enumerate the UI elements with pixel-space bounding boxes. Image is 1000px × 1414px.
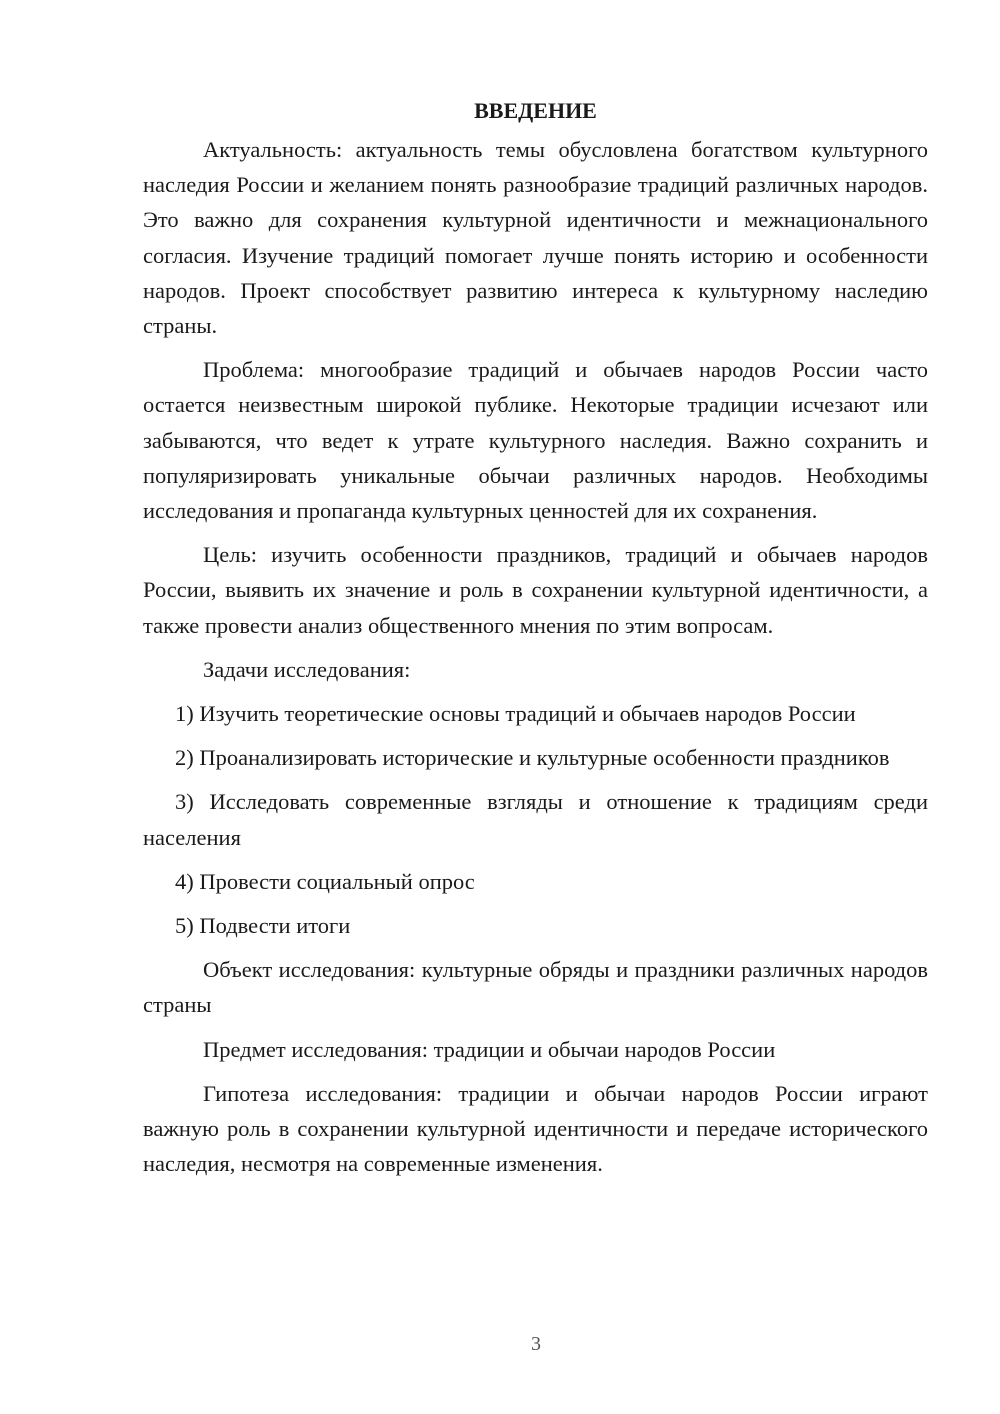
tasks-heading: Задачи исследования:	[203, 656, 411, 682]
task-item: 1) Изучить теоретические основы традиций и обычаев народов России	[175, 701, 856, 727]
goal-paragraph: Цель: изучить особенности праздников, традиций и обычаев народов России, выявить их значение и роль в сохранении культурной идентичности, а также провести анализ общественного мнения по этим вопросам.	[143, 542, 928, 638]
hypothesis-paragraph: Гипотеза исследования: традиции и обычаи народов России играют важную роль в сохранении культурной идентичности и передаче исторического наследия, несмотря на современные изменения.	[143, 1080, 928, 1177]
task-item: 5) Подвести итоги	[175, 913, 351, 939]
task-item: 4) Провести социальный опрос	[175, 868, 475, 894]
problem-paragraph: Проблема: многообразие традиций и обычаев народов России часто остается неизвестным широкой публике. Некоторые традиции исчезают или забываются, что ведет к утрате культурного наследия. Важно сохранить и популяризировать уникальные обычаи различных народов. Необходимы исследования и пропаганда культурных ценностей для их сохранения.	[143, 357, 928, 524]
task-item: 3) Исследовать современные взгляды и отношение к традициям среди населения	[143, 789, 928, 850]
document-page	[143, 96, 928, 1190]
section-heading: ВВЕДЕНИЕ	[474, 98, 597, 123]
subject-paragraph: Предмет исследования: традиции и обычаи народов России	[203, 1036, 776, 1062]
task-item: 2) Проанализировать исторические и культурные особенности праздников	[175, 745, 890, 771]
object-paragraph: Объект исследования: культурные обряды и праздники различных народов страны	[143, 957, 928, 1018]
relevance-paragraph: Актуальность: актуальность темы обусловлена богатством культурного наследия России и желанием понять разнообразие традиций различных народов. Это важно для сохранения культурной идентичности и межнационального согласия. Изучение традиций помогает лучше понять историю и особенности народов. Проект способствует развитию интереса к культурному наследию страны.	[143, 137, 928, 339]
page-number: 3	[531, 1333, 541, 1355]
